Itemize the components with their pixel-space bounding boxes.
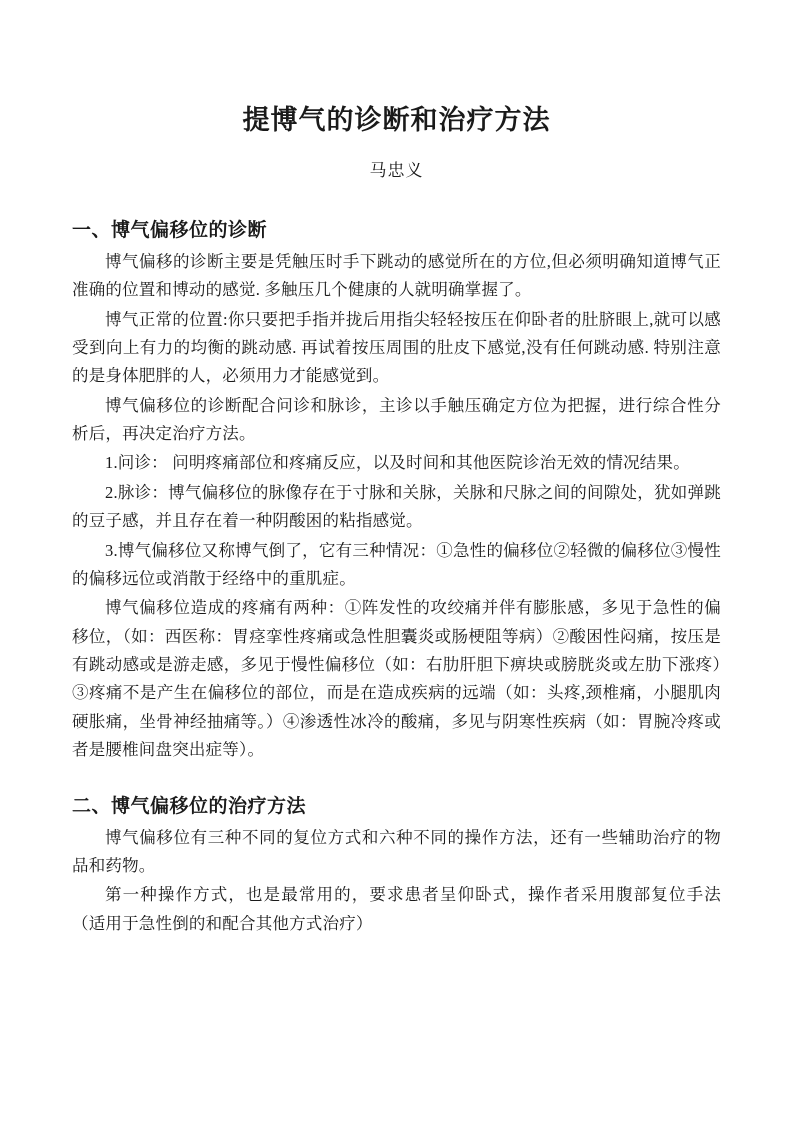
section-heading-1: 一、博气偏移位的诊断 (72, 219, 268, 241)
paragraph: 3.博气偏移位又称博气倒了，它有三种情况：①急性的偏移位②轻微的偏移位③慢性的偏移远位或消散于经络中的重肌症。 (72, 540, 721, 588)
paragraph: 博气正常的位置:你只要把手指并拢后用指尖轻轻按压在仰卧者的肚脐眼上,就可以感受到向上有力的均衡的跳动感. 再试着按压周围的肚皮下感觉,没有任何跳动感. 特别注意的是身体肥胖的人，必须用力才能感觉到。 (72, 309, 721, 386)
page-title: 提博气的诊断和治疗方法 (242, 105, 551, 135)
paragraph: 第一种操作方式，也是最常用的，要求患者呈仰卧式，操作者采用腹部复位手法（适用于急性倒的和配合其他方式治疗） (72, 885, 721, 933)
paragraph: 博气偏移位有三种不同的复位方式和六种不同的操作方法，还有一些辅助治疗的物品和药物。 (72, 827, 721, 875)
paragraph: 博气偏移位的诊断配合问诊和脉诊，主诊以手触压确定方位为把握，进行综合性分析后，再决定治疗方法。 (72, 395, 721, 444)
section-body-2 (72, 824, 721, 939)
paragraph: 1.问诊： 问明疼痛部位和疼痛反应，以及时间和其他医院诊治无效的情况结果。 (105, 453, 690, 473)
paragraph: 博气偏移位造成的疼痛有两种：①阵发性的攻绞痛并伴有膨胀感，多见于急性的偏移位，（如：西医称：胃痉挛性疼痛或急性胆囊炎或肠梗阻等病）②酸困性闷痛，按压是有跳动感或是游走感，多见于慢性偏移位（如：右肋肝胆下痹块或膀胱炎或左肋下涨疼）③疼痛不是产生在偏移位的部位，而是在造成疾病的远端（如：头疼,颈椎痛，小腿肌肉硬胀痛，坐骨神经抽痛等。）④渗透性冰冷的酸痛，多见与阴寒性疾病（如：胃腕冷疼或者是腰椎间盘突出症等）。 (72, 598, 721, 760)
paragraph: 博气偏移的诊断主要是凭触压时手下跳动的感觉所在的方位,但必须明确知道博气正准确的位置和博动的感觉. 多触压几个健康的人就明确掌握了。 (72, 251, 721, 300)
paragraph: 2.脉诊：博气偏移位的脉像存在于寸脉和关脉，关脉和尺脉之间的间隙处，犹如弹跳的豆子感，并且存在着一种阴酸困的粘指感觉。 (72, 482, 721, 531)
section-body-1 (72, 248, 721, 765)
document-author: 马忠义 (369, 160, 424, 180)
section-heading-2: 二、博气偏移位的治疗方法 (72, 795, 307, 817)
